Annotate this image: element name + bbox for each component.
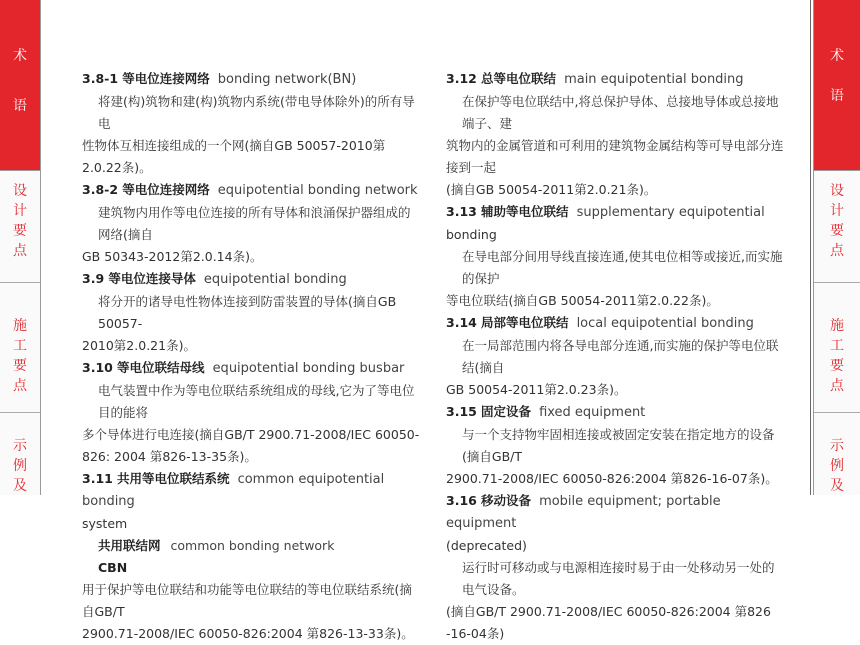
definition-line: 将分开的诸导电性物体连接到防雷装置的导体(摘自GB 50057- — [98, 294, 397, 331]
term-chinese: 固定设备 — [481, 404, 532, 419]
left-tab-divider — [0, 412, 40, 413]
term-number: 3.11 — [82, 471, 113, 486]
definition-continuation: 性物体互相连接组成的一个网(摘自GB 50057-2010第2.0.22条)。 — [82, 138, 386, 175]
definition-continuation: -16-04条) — [446, 626, 505, 641]
term-chinese: 等电位联结母线 — [117, 360, 205, 375]
definition-continuation: bonding — [446, 227, 497, 242]
right-tab-examples-char-1: 示 — [830, 438, 844, 454]
term-english: fixed equipment — [539, 405, 646, 420]
left-tab-design-char-3: 要 — [13, 223, 27, 239]
term-heading — [446, 490, 786, 535]
left-tab-construction-char-2: 工 — [13, 338, 27, 354]
definition-continuation: 用于保护等电位联结和功能等电位联结的等电位联结系统(摘自GB/T — [82, 582, 412, 619]
right-tab-design-char-2: 计 — [830, 203, 844, 219]
left-tab-design-char-2: 计 — [13, 203, 27, 219]
term-heading — [446, 201, 786, 224]
left-tab-construction-char-3: 要 — [13, 358, 27, 374]
definition-continuation: (摘自GB/T 2900.71-2008/IEC 60050-826:2004 第826 — [446, 604, 771, 619]
term-chinese: 总等电位联结 — [481, 71, 557, 86]
right-tab-terms-char-1: 术 — [830, 48, 844, 64]
term-english: main equipotential bonding — [564, 72, 744, 87]
term-chinese: 等电位连接网络 — [122, 182, 210, 197]
right-tab-construction-char-3: 要 — [830, 358, 844, 374]
term-english: mobile equipment; portable equipment — [446, 494, 721, 531]
term-english: equipotential bonding network — [217, 183, 418, 198]
term-heading — [446, 312, 786, 335]
left-tab-divider — [0, 282, 40, 283]
right-tab-design-char-3: 要 — [830, 223, 844, 239]
right-tab-terms-char-2: 语 — [830, 88, 844, 104]
definition-line: 在导电部分间用导线直接连通,使其电位相等或接近,而实施的保护 — [462, 249, 783, 286]
term-number: 3.16 — [446, 493, 477, 508]
term-chinese: 等电位连接导体 — [108, 271, 196, 286]
right-tab-terms[interactable] — [814, 0, 860, 171]
definition-line: 运行时可移动或与电源相连接时易于由一处移动另一处的电气设备。 — [462, 560, 775, 597]
term-number: 3.10 — [82, 360, 113, 375]
definition-continuation: 826: 2004 第826-13-35条)。 — [82, 449, 257, 464]
definition-continuation: GB 50054-2011第2.0.23条)。 — [446, 382, 627, 397]
term-subheading — [82, 535, 422, 557]
left-tab-design-char-4: 点 — [13, 243, 27, 259]
term-number: 3.15 — [446, 404, 477, 419]
term-chinese: 局部等电位联结 — [481, 315, 569, 330]
right-side-index — [813, 0, 860, 495]
term-english: supplementary equipotential — [576, 205, 765, 220]
right-tab-construction-char-1: 施 — [830, 318, 844, 334]
definition-continuation: 筑物内的金属管道和可利用的建筑物金属结构等可导电部分连接到一起 — [446, 138, 784, 175]
term-number: 3.9 — [82, 271, 105, 286]
left-tab-terms[interactable] — [0, 0, 40, 171]
page-right-border — [810, 0, 811, 495]
definition-line: 与一个支持物牢固相连接或被固定安装在指定地方的设备(摘自GB/T — [462, 427, 775, 464]
right-tab-examples-char-3: 及 — [830, 478, 844, 494]
definition-continuation: 2900.71-2008/IEC 60050-826:2004 第826-16-07条)。 — [446, 471, 778, 486]
term-sub-chinese: 共用联结网 — [98, 538, 161, 553]
term-english: bonding network(BN) — [217, 72, 357, 87]
term-number: 3.8-2 — [82, 182, 119, 197]
left-column — [82, 68, 422, 645]
term-english: local equipotential bonding — [576, 316, 754, 331]
definition-continuation: system — [82, 516, 128, 531]
left-tab-construction-char-1: 施 — [13, 318, 27, 334]
definition-line: 电气装置中作为等电位联结系统组成的母线,它为了等电位目的能将 — [98, 383, 415, 420]
definition-line: 建筑物内用作等电位连接的所有导体和浪涌保护器组成的网络(摘自 — [98, 205, 411, 242]
term-sub-english: common bonding network — [170, 538, 335, 553]
left-tab-examples-char-3: 及 — [13, 478, 27, 494]
left-side-index — [0, 0, 41, 495]
right-column — [446, 68, 786, 645]
term-heading — [82, 68, 422, 91]
term-english: equipotential bonding — [203, 272, 347, 287]
right-tab-design-char-1: 设 — [830, 183, 844, 199]
right-tab-design-char-4: 点 — [830, 243, 844, 259]
definition-continuation: 2900.71-2008/IEC 60050-826:2004 第826-13-33条)。 — [82, 626, 414, 641]
term-english: common equipotential bonding — [82, 472, 385, 509]
definition-continuation: GB 50343-2012第2.0.14条)。 — [82, 249, 263, 264]
left-tab-terms-char-2: 语 — [13, 98, 27, 114]
left-tab-construction-char-4: 点 — [13, 378, 27, 394]
definition-line: 在保护等电位联结中,将总保护导体、总接地导体或总接地端子、建 — [462, 94, 779, 131]
term-number: 3.14 — [446, 315, 477, 330]
term-chinese: 共用等电位联结系统 — [117, 471, 230, 486]
term-chinese: 移动设备 — [481, 493, 532, 508]
left-tab-examples-char-1: 示 — [13, 438, 27, 454]
left-tab-examples-char-2: 例 — [13, 458, 27, 474]
right-tab-examples-char-2: 例 — [830, 458, 844, 474]
term-subheading — [82, 557, 422, 579]
term-sub-chinese: CBN — [98, 560, 128, 575]
right-tab-construction-char-2: 工 — [830, 338, 844, 354]
term-heading — [446, 401, 786, 424]
right-tab-divider — [814, 412, 860, 413]
term-heading — [82, 179, 422, 202]
term-english: equipotential bonding busbar — [212, 361, 405, 376]
term-heading — [82, 357, 422, 380]
definition-line: 在一局部范围内将各导电部分连通,而实施的保护等电位联结(摘自 — [462, 338, 779, 375]
term-chinese: 辅助等电位联结 — [481, 204, 569, 219]
term-number: 3.8-1 — [82, 71, 119, 86]
term-number: 3.12 — [446, 71, 477, 86]
definition-continuation: 多个导体进行电连接(摘自GB/T 2900.71-2008/IEC 60050- — [82, 427, 420, 442]
term-number: 3.13 — [446, 204, 477, 219]
definition-line: 将建(构)筑物和建(构)筑物内系统(带电导体除外)的所有导电 — [98, 94, 415, 131]
term-heading — [82, 268, 422, 291]
definition-continuation: 等电位联结(摘自GB 50054-2011第2.0.22条)。 — [446, 293, 719, 308]
definition-continuation: 2010第2.0.21条)。 — [82, 338, 196, 353]
left-tab-terms-char-1: 术 — [13, 48, 27, 64]
left-tab-design-char-1: 设 — [13, 183, 27, 199]
right-tab-divider — [814, 282, 860, 283]
right-tab-construction-char-4: 点 — [830, 378, 844, 394]
definition-continuation: (摘自GB 50054-2011第2.0.21条)。 — [446, 182, 657, 197]
term-heading — [446, 68, 786, 91]
definition-continuation: (deprecated) — [446, 538, 527, 553]
term-heading — [82, 468, 422, 513]
term-chinese: 等电位连接网络 — [122, 71, 210, 86]
